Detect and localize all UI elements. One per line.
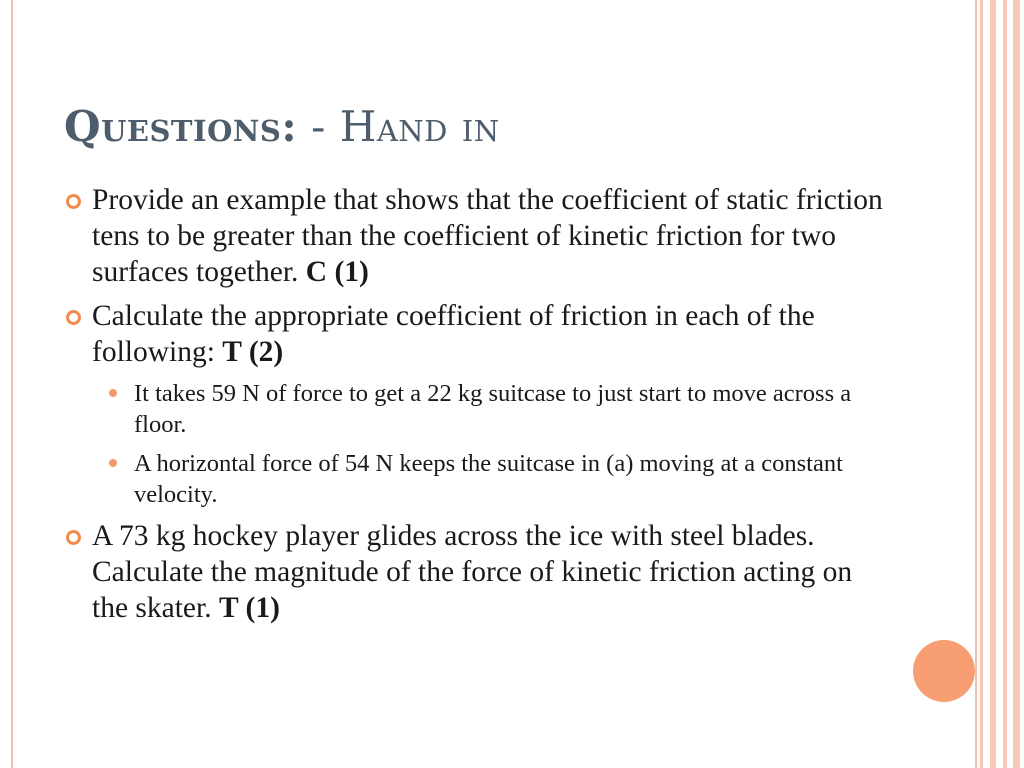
bullet-item: [64, 518, 884, 626]
sub-bullet-text: A horizontal force of 54 N keeps the suitcase in (a) moving at a constant velocity.: [134, 450, 843, 508]
sub-bullet-text: It takes 59 N of force to get a 22 kg suitcase to just start to move across a floor.: [134, 380, 852, 438]
dot-bullet-icon: [109, 389, 117, 397]
stripe: [1013, 0, 1020, 768]
ring-bullet-icon: [66, 310, 81, 325]
stripe: [1003, 0, 1007, 768]
title-rest: - Hand in: [297, 102, 500, 151]
decorative-stripes: [978, 0, 1024, 768]
sub-bullet-item: [64, 378, 884, 440]
ring-bullet-icon: [66, 530, 81, 545]
bullet-item: [64, 298, 884, 370]
decorative-circle: [913, 640, 975, 702]
sub-bullet-item: [64, 448, 884, 510]
bullet-text: Provide an example that shows that the coefficient of static friction tens to be greater than the coefficient of kinetic friction for two surfaces together.: [92, 184, 883, 288]
ring-bullet-icon: [66, 194, 81, 209]
stripe: [990, 0, 996, 768]
bullet-item: [64, 182, 884, 290]
bullet-text: Calculate the appropriate coefficient of friction in each of the following:: [92, 300, 815, 368]
title-strong: Questions:: [64, 102, 298, 151]
slide-title: [64, 102, 500, 151]
bullet-mark: T (1): [218, 592, 280, 624]
slide-content: [64, 182, 884, 634]
bullet-mark: T (2): [222, 336, 284, 368]
stripe: [980, 0, 983, 768]
bullet-text: A 73 kg hockey player glides across the ice with steel blades. Calculate the magnitude of the force of kinetic friction acting on the skater.: [92, 520, 853, 624]
dot-bullet-icon: [109, 459, 117, 467]
bullet-mark: C (1): [305, 256, 369, 288]
